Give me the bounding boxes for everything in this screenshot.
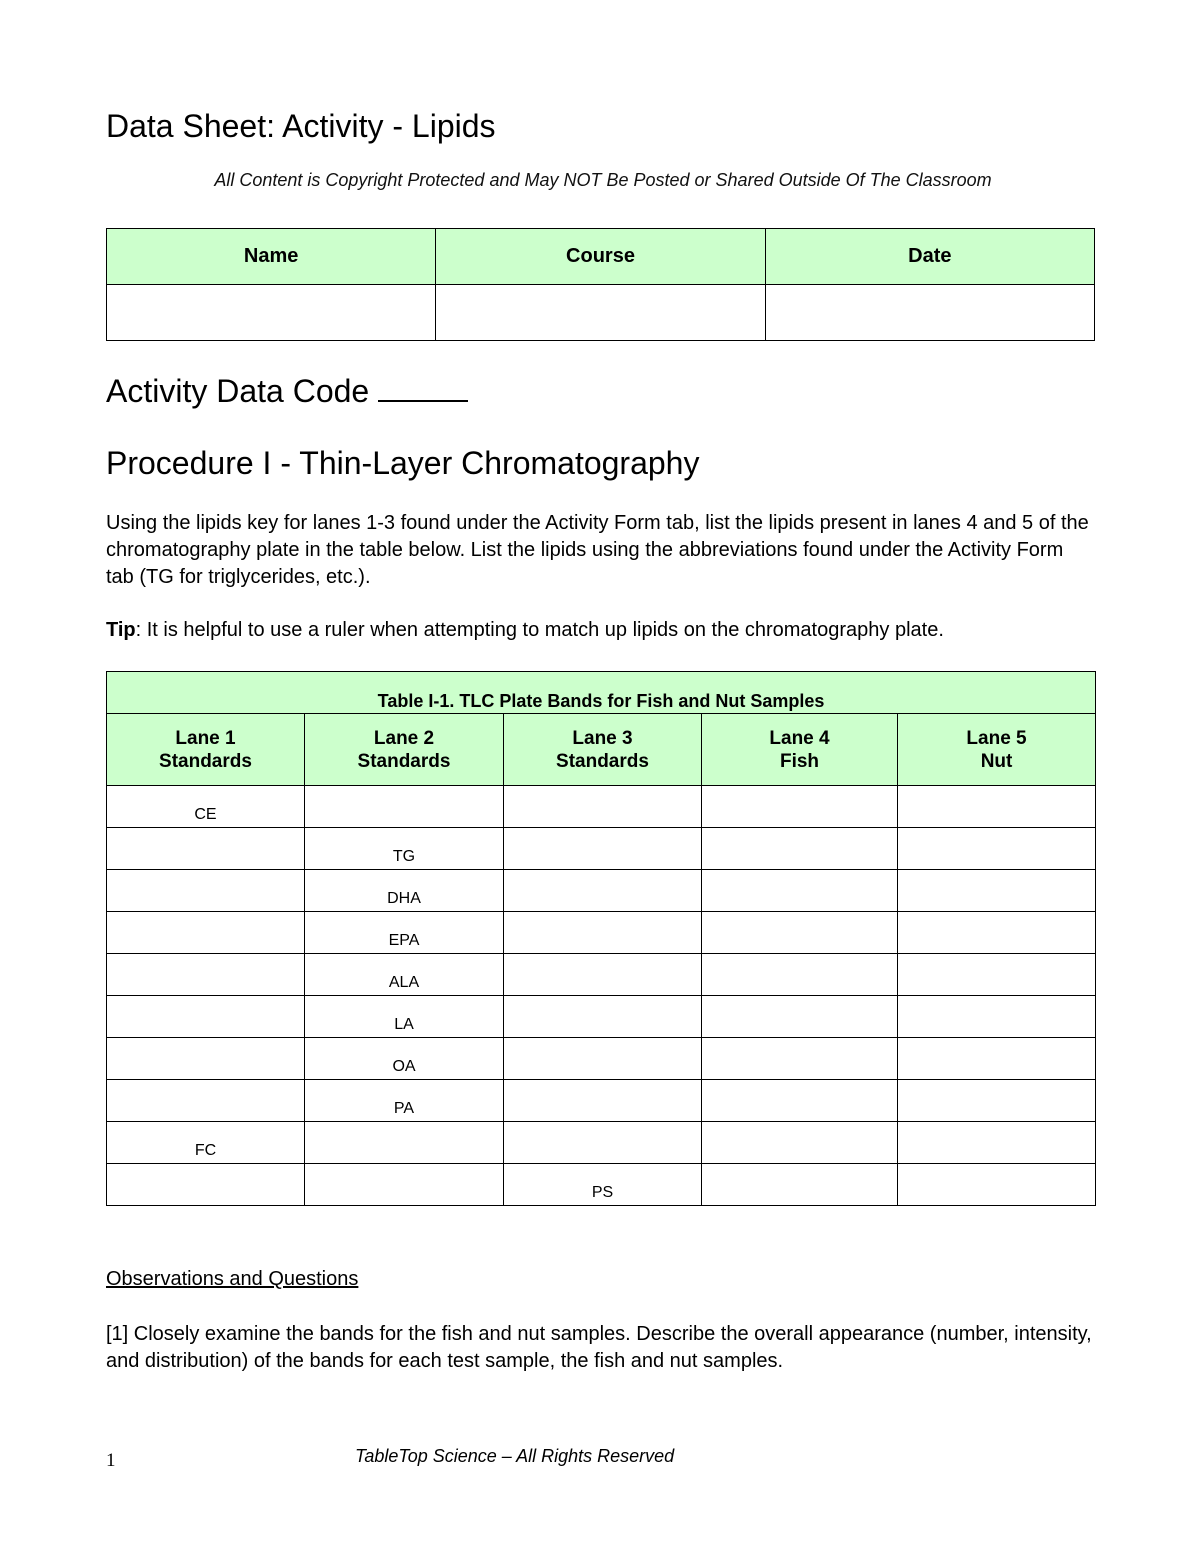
table-row — [107, 996, 1096, 1038]
band-cell-lane-5[interactable] — [898, 870, 1096, 912]
course-field[interactable] — [436, 285, 765, 341]
procedure-heading: Procedure I - Thin-Layer Chromatography — [106, 445, 700, 481]
band-cell-lane-3 — [504, 786, 702, 828]
band-cell-lane-5[interactable] — [898, 786, 1096, 828]
band-label: OA — [392, 1058, 416, 1075]
band-cell-lane-1 — [107, 1122, 305, 1164]
band-cell-lane-5[interactable] — [898, 996, 1096, 1038]
procedure-instructions: Using the lipids key for lanes 1-3 found under the Activity Form tab, list the lipids present in lanes 4 and 5 of the chromatography plate in the table below. List the lipids using the abbreviations found under the Activity Form tab (TG for triglycerides, etc.). — [106, 512, 1089, 588]
band-cell-lane-1 — [107, 786, 305, 828]
band-cell-lane-3 — [504, 1164, 702, 1206]
band-cell-lane-5[interactable] — [898, 1122, 1096, 1164]
footer-copyright: TableTop Science – All Rights Reserved — [355, 1446, 675, 1466]
table-row — [107, 954, 1096, 996]
band-cell-lane-4[interactable] — [702, 912, 898, 954]
band-cell-lane-1 — [107, 870, 305, 912]
band-label: DHA — [387, 890, 421, 907]
band-cell-lane-5[interactable] — [898, 1164, 1096, 1206]
table-row — [107, 828, 1096, 870]
name-header: Name — [107, 229, 436, 285]
band-cell-lane-3 — [504, 828, 702, 870]
band-cell-lane-3 — [504, 1038, 702, 1080]
band-cell-lane-2 — [305, 1038, 504, 1080]
copyright-notice: All Content is Copyright Protected and May NOT Be Posted or Shared Outside Of The Classroom — [214, 170, 992, 190]
activity-code-label: Activity Data Code — [106, 373, 370, 409]
table-row — [107, 1122, 1096, 1164]
band-cell-lane-3 — [504, 912, 702, 954]
question-1: [1] Closely examine the bands for the fish and nut samples. Describe the overall appearance (number, intensity, and distribution) of the bands for each test sample, the fish and nut samples. — [106, 1323, 1092, 1372]
band-cell-lane-2 — [305, 1122, 504, 1164]
band-cell-lane-4[interactable] — [702, 1122, 898, 1164]
date-header: Date — [765, 229, 1094, 285]
band-cell-lane-2 — [305, 828, 504, 870]
band-cell-lane-4[interactable] — [702, 954, 898, 996]
table-caption — [107, 672, 1096, 714]
name-field[interactable] — [107, 285, 436, 341]
band-label: ALA — [388, 974, 420, 991]
band-cell-lane-3 — [504, 954, 702, 996]
band-cell-lane-2 — [305, 1080, 504, 1122]
band-label: EPA — [388, 932, 420, 949]
lane-1-header: Lane 1 Standards — [107, 714, 305, 786]
band-cell-lane-1 — [107, 1164, 305, 1206]
band-cell-lane-2 — [305, 786, 504, 828]
tlc-bands-table — [106, 671, 1096, 1206]
table-row — [107, 1080, 1096, 1122]
lane-5-header: Lane 5 Nut — [898, 714, 1096, 786]
lane-header-row — [107, 714, 1096, 786]
lane-3-header: Lane 3 Standards — [504, 714, 702, 786]
table-row — [107, 912, 1096, 954]
band-cell-lane-2 — [305, 996, 504, 1038]
band-label: PS — [591, 1184, 614, 1201]
band-cell-lane-4[interactable] — [702, 870, 898, 912]
band-cell-lane-4[interactable] — [702, 786, 898, 828]
table-row — [107, 1038, 1096, 1080]
band-cell-lane-2 — [305, 870, 504, 912]
band-cell-lane-4[interactable] — [702, 996, 898, 1038]
table-row — [107, 870, 1096, 912]
band-cell-lane-2 — [305, 912, 504, 954]
date-field[interactable] — [765, 285, 1094, 341]
table-row — [107, 1164, 1096, 1206]
activity-code-blank[interactable] — [378, 370, 468, 402]
band-cell-lane-1 — [107, 1038, 305, 1080]
band-cell-lane-5[interactable] — [898, 1080, 1096, 1122]
lane-2-header: Lane 2 Standards — [305, 714, 504, 786]
band-cell-lane-5[interactable] — [898, 828, 1096, 870]
band-cell-lane-2 — [305, 954, 504, 996]
band-label: TG — [392, 848, 416, 865]
band-cell-lane-3 — [504, 996, 702, 1038]
page-number: 1 — [106, 1450, 116, 1471]
band-cell-lane-4[interactable] — [702, 1080, 898, 1122]
band-cell-lane-3 — [504, 1122, 702, 1164]
band-cell-lane-1 — [107, 912, 305, 954]
course-header: Course — [436, 229, 765, 285]
band-cell-lane-4[interactable] — [702, 828, 898, 870]
band-label: PA — [393, 1100, 415, 1117]
band-cell-lane-1 — [107, 996, 305, 1038]
tip-label: Tip — [106, 619, 136, 641]
band-cell-lane-4[interactable] — [702, 1164, 898, 1206]
tip-paragraph — [106, 617, 1096, 644]
student-info-table — [106, 228, 1095, 341]
tip-text: : It is helpful to use a ruler when attempting to match up lipids on the chromatography plate. — [135, 619, 944, 641]
lane-4-header: Lane 4 Fish — [702, 714, 898, 786]
band-cell-lane-3 — [504, 870, 702, 912]
table-caption-text: Table I-1. TLC Plate Bands for Fish and Nut Samples — [377, 691, 825, 711]
observations-heading: Observations and Questions — [106, 1268, 359, 1290]
band-label: FC — [194, 1142, 217, 1159]
band-cell-lane-1 — [107, 828, 305, 870]
band-cell-lane-5[interactable] — [898, 954, 1096, 996]
band-cell-lane-4[interactable] — [702, 1038, 898, 1080]
band-cell-lane-3 — [504, 1080, 702, 1122]
band-cell-lane-5[interactable] — [898, 912, 1096, 954]
table-row — [107, 786, 1096, 828]
page-title: Data Sheet: Activity - Lipids — [106, 108, 496, 144]
band-cell-lane-2 — [305, 1164, 504, 1206]
band-label: LA — [394, 1016, 414, 1033]
band-label: CE — [194, 806, 217, 823]
band-cell-lane-1 — [107, 1080, 305, 1122]
band-cell-lane-5[interactable] — [898, 1038, 1096, 1080]
activity-code-heading — [106, 370, 468, 411]
band-cell-lane-1 — [107, 954, 305, 996]
